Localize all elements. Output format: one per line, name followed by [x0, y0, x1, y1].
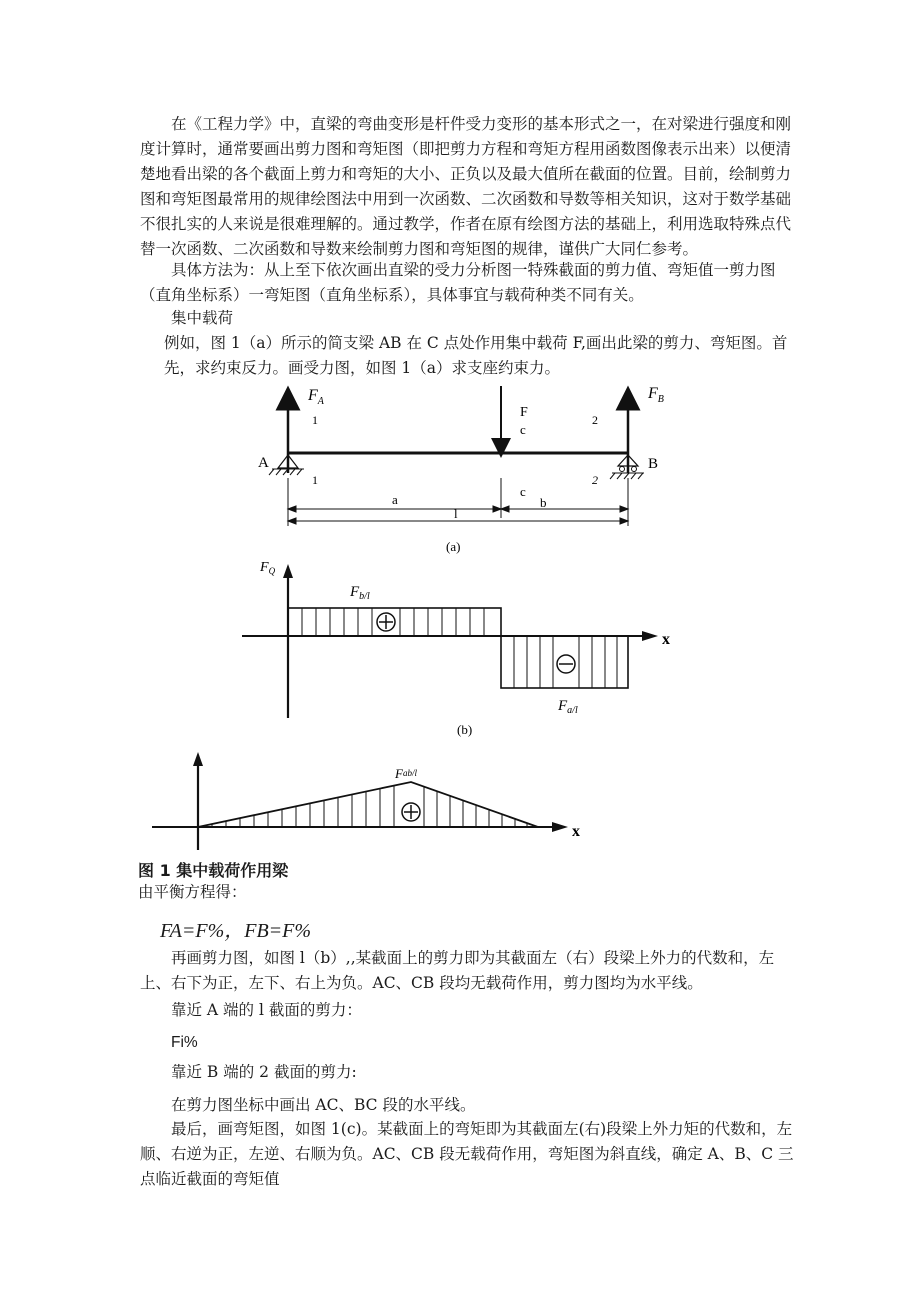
figure-caption: 图 1 集中载荷作用梁 — [138, 861, 289, 880]
moment-triangle — [198, 782, 538, 827]
example-paragraph: 例如，图 1（a）所示的简支梁 AB 在 C 点处作用集中载荷 F,画出此梁的剪力、弯矩图。首先，求约束反力。画受力图，如图 1（a）求支座约束力。 — [164, 334, 788, 377]
plus-sign-icon — [377, 613, 395, 631]
caption-b: (b) — [457, 722, 473, 737]
label-b: B — [648, 456, 659, 472]
shear-x-arrowhead — [642, 631, 658, 641]
caption-a: (a) — [446, 539, 461, 554]
shear-positive-label: $F_{b/l}$ — [350, 584, 370, 602]
dimension-lines — [288, 478, 628, 526]
shear-y-arrowhead — [283, 564, 293, 578]
label-c-top: c — [520, 422, 526, 437]
minus-sign-icon — [557, 655, 575, 673]
shear-intro-paragraph: 再画剪力图，如图 l（b）,,某截面上的剪力即为其截面左（右）段梁上外力的代数和，左上、右下为正，左下、右上为负。AC、CB 段均无载荷作用，剪力图均为水平线。 — [140, 949, 775, 992]
shear-y-axis-label: $F_Q$ — [260, 560, 276, 576]
label-2-bottom: 2 — [592, 473, 598, 487]
reaction-formula: FA=F%，FB=F% — [160, 920, 312, 942]
shear-negative-label: $F_{a/l}$ — [558, 698, 578, 716]
label-1-bottom: 1 — [312, 473, 318, 487]
dim-label-a: a — [392, 492, 398, 507]
near-b-text: 靠近 B 端的 2 截面的剪力: — [171, 1063, 357, 1081]
intro-paragraph: 在《工程力学》中，直梁的弯曲变形是杆件受力变形的基本形式之一，在对梁进行强度和刚度计算时，通常要画出剪力图和弯矩图（即把剪力方程和弯矩方程用函数图像表示出来）以便清楚地看出梁的各个截面上剪力和弯矩的大小、正负以及最大值所在截面的位置。目前，绘制剪力图和弯矩图最常用的规律绘图法中用到一次函数、二次函数和导数等相关知识，这对于数学基础不很扎实的人来说是很难理解的。通过教学，作者在原有绘图方法的基础上，利用选取特殊点代替一次函数、二次函数和导数来绘制剪力图和弯矩图的规律，谨供广大同仁参考。 — [140, 115, 792, 258]
moment-x-axis-label: x — [572, 823, 580, 840]
fi-text: Fi% — [171, 1034, 198, 1051]
label-2-top: 2 — [592, 413, 598, 427]
figure-c-moment-diagram — [150, 748, 600, 852]
label-a: A — [258, 455, 269, 471]
method-paragraph: 具体方法为：从上至下依次画出直梁的受力分析图一特殊截面的剪力值、弯矩值一剪力图（直角坐标系）一弯矩图（直角坐标系），具体事宜与载荷种类不同有关。 — [140, 261, 776, 304]
figure-b-shear-diagram — [240, 558, 680, 738]
moment-peak-label: Fab/l — [395, 766, 417, 781]
label-fb: $F_B$ — [648, 385, 664, 405]
section-heading: 集中载荷 — [171, 309, 234, 327]
moment-y-arrowhead — [193, 752, 203, 766]
label-1-top: 1 — [312, 413, 318, 427]
balance-text: 由平衡方程得： — [138, 883, 247, 901]
pin-support-a — [269, 455, 304, 475]
plus-sign-icon — [402, 803, 420, 821]
figure-a-beam-diagram — [240, 378, 680, 558]
label-fa: $F_A$ — [308, 387, 324, 407]
dim-label-l: l — [454, 506, 458, 521]
moment-x-arrowhead — [552, 822, 568, 832]
moment-intro-paragraph: 最后，画弯矩图，如图 1(c)。某截面上的弯矩即为其截面左(右)段梁上外力矩的代数和，左顺、右逆为正，左逆、右顺为负。AC、CB 段无载荷作用，弯矩图为斜直线，确定 A、B、C 三点临近截面的弯矩值 — [140, 1120, 794, 1188]
shear-x-axis-label: x — [662, 631, 670, 648]
label-f: F — [520, 405, 528, 420]
draw-lines-text: 在剪力图坐标中画出 AC、BC 段的水平线。 — [171, 1096, 476, 1114]
dim-label-b: b — [540, 495, 547, 510]
label-c-bottom: c — [520, 484, 526, 499]
near-a-text: 靠近 A 端的 l 截面的剪力： — [171, 1001, 362, 1019]
